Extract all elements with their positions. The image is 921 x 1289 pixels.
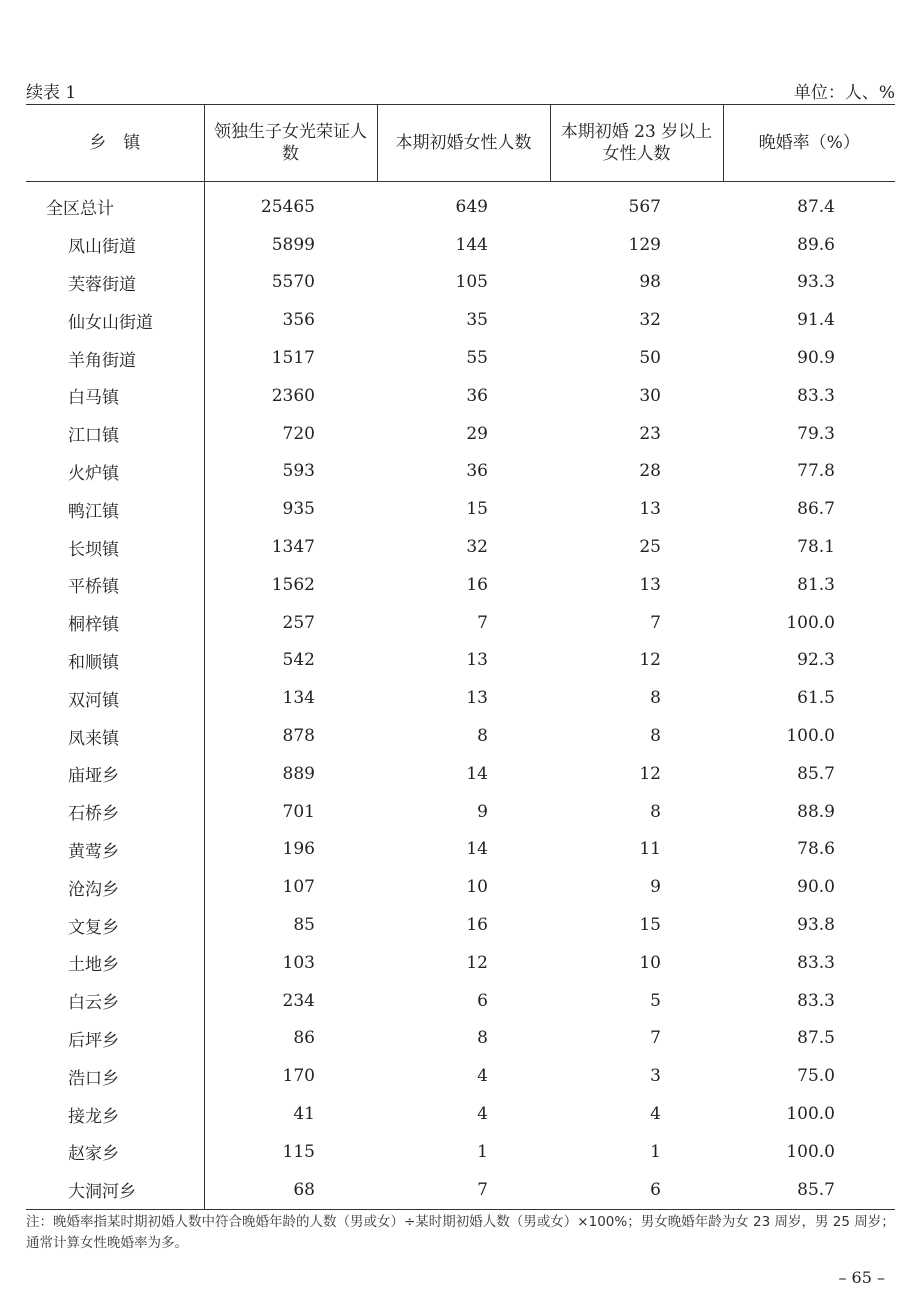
cell-late-marriage-rate: 100.0 (786, 1104, 835, 1125)
row-name: 和顺镇 (26, 642, 204, 680)
table-row (26, 717, 895, 755)
cell-late-marriage-rate: 91.4 (797, 310, 835, 331)
cell-first-marriage-over23: 8 (650, 726, 661, 747)
table-row (26, 831, 895, 869)
row-name: 江口镇 (26, 415, 204, 453)
cell-late-marriage-rate: 93.3 (797, 272, 835, 293)
cell-certificate-count: 257 (282, 612, 315, 633)
table-continuation-label: 续表 1 (26, 83, 77, 103)
cell-first-marriage-over23: 3 (650, 1066, 661, 1087)
table-row (26, 301, 895, 339)
cell-late-marriage-rate: 75.0 (797, 1066, 835, 1087)
cell-certificate-count: 935 (282, 499, 315, 520)
cell-late-marriage-rate: 78.1 (797, 537, 835, 558)
row-name: 浩口乡 (26, 1057, 204, 1095)
table-row (26, 642, 895, 680)
header-first-marriage-over23: 本期初婚 23 岁以上女性人数 (550, 105, 723, 182)
cell-first-marriage-over23: 10 (639, 952, 661, 973)
row-name: 火炉镇 (26, 453, 204, 491)
cell-late-marriage-rate: 87.4 (797, 196, 835, 217)
cell-first-marriage-over23: 8 (650, 688, 661, 709)
cell-late-marriage-rate: 83.3 (797, 952, 835, 973)
table-row (26, 339, 895, 377)
page-number: – 65 – (838, 1268, 885, 1287)
cell-certificate-count: 1347 (271, 537, 315, 558)
cell-first-marriage-women: 36 (466, 461, 488, 482)
table-row (26, 982, 895, 1020)
cell-first-marriage-over23: 98 (639, 272, 661, 293)
cell-late-marriage-rate: 85.7 (797, 763, 835, 784)
cell-first-marriage-women: 16 (466, 574, 488, 595)
row-name: 凤山街道 (26, 226, 204, 264)
footnote: 注：晚婚率指某时期初婚人数中符合晚婚年龄的人数（男或女）÷某时期初婚人数（男或女）×100%；男女晚婚年龄为女 23 周岁，男 25 周岁；通常计算女性晚婚率为多。 (26, 1214, 895, 1251)
cell-first-marriage-women: 6 (477, 990, 488, 1011)
cell-first-marriage-women: 13 (466, 688, 488, 709)
cell-certificate-count: 170 (282, 1066, 315, 1087)
cell-first-marriage-over23: 8 (650, 801, 661, 822)
cell-certificate-count: 593 (282, 461, 315, 482)
cell-first-marriage-women: 12 (466, 952, 488, 973)
cell-certificate-count: 1562 (271, 574, 315, 595)
cell-certificate-count: 1517 (271, 348, 315, 369)
cell-late-marriage-rate: 83.3 (797, 990, 835, 1011)
cell-late-marriage-rate: 83.3 (797, 385, 835, 406)
cell-late-marriage-rate: 100.0 (786, 1141, 835, 1162)
row-name: 庙垭乡 (26, 755, 204, 793)
table-row (26, 453, 895, 491)
table-row (26, 264, 895, 302)
table-row (26, 377, 895, 415)
cell-late-marriage-rate: 85.7 (723, 1171, 895, 1209)
cell-certificate-count: 356 (282, 310, 315, 331)
cell-late-marriage-rate: 86.7 (797, 499, 835, 520)
cell-late-marriage-rate: 90.0 (797, 877, 835, 898)
cell-certificate-count: 701 (282, 801, 315, 822)
cell-first-marriage-women: 55 (466, 348, 488, 369)
cell-first-marriage-over23: 567 (628, 196, 661, 217)
table-row (26, 793, 895, 831)
cell-first-marriage-women: 4 (477, 1104, 488, 1125)
cell-late-marriage-rate: 89.6 (797, 234, 835, 255)
table-row (26, 1057, 895, 1095)
cell-first-marriage-women: 105 (455, 272, 488, 293)
table-row (26, 1095, 895, 1133)
row-name: 大洞河乡 (26, 1171, 204, 1209)
cell-first-marriage-women: 7 (477, 612, 488, 633)
cell-first-marriage-over23: 13 (639, 499, 661, 520)
marriage-statistics-table (26, 104, 895, 1210)
cell-first-marriage-over23: 23 (639, 423, 661, 444)
cell-late-marriage-rate: 79.3 (797, 423, 835, 444)
cell-first-marriage-women: 14 (466, 839, 488, 860)
header-first-marriage-women: 本期初婚女性人数 (377, 105, 550, 182)
row-name: 文复乡 (26, 906, 204, 944)
cell-first-marriage-over23: 30 (639, 385, 661, 406)
cell-certificate-count: 5899 (271, 234, 315, 255)
row-name: 桐梓镇 (26, 604, 204, 642)
cell-late-marriage-rate: 87.5 (797, 1028, 835, 1049)
cell-certificate-count: 86 (293, 1028, 315, 1049)
cell-first-marriage-over23: 4 (650, 1104, 661, 1125)
row-name: 土地乡 (26, 944, 204, 982)
cell-first-marriage-women: 1 (477, 1141, 488, 1162)
cell-late-marriage-rate: 92.3 (797, 650, 835, 671)
cell-first-marriage-women: 14 (466, 763, 488, 784)
cell-first-marriage-women: 32 (466, 537, 488, 558)
table-row (26, 1020, 895, 1058)
row-name: 双河镇 (26, 679, 204, 717)
cell-certificate-count: 5570 (271, 272, 315, 293)
cell-first-marriage-over23: 11 (639, 839, 661, 860)
header-late-marriage-rate: 晚婚率（%） (723, 105, 895, 182)
cell-late-marriage-rate: 93.8 (797, 915, 835, 936)
cell-first-marriage-over23: 7 (650, 612, 661, 633)
row-name: 平桥镇 (26, 566, 204, 604)
cell-first-marriage-over23: 5 (650, 990, 661, 1011)
cell-first-marriage-women: 36 (466, 385, 488, 406)
row-name: 接龙乡 (26, 1095, 204, 1133)
cell-late-marriage-rate: 78.6 (797, 839, 835, 860)
row-name: 沧沟乡 (26, 868, 204, 906)
cell-first-marriage-women: 15 (466, 499, 488, 520)
cell-certificate-count: 103 (282, 952, 315, 973)
table-header-row (26, 105, 895, 182)
cell-first-marriage-women: 9 (477, 801, 488, 822)
table-row (26, 604, 895, 642)
cell-first-marriage-over23: 50 (639, 348, 661, 369)
cell-first-marriage-women: 13 (466, 650, 488, 671)
row-name: 后坪乡 (26, 1020, 204, 1058)
table-body (26, 182, 895, 1210)
row-name: 长坝镇 (26, 528, 204, 566)
header-certificate-count: 领独生子女光荣证人数 (204, 105, 377, 182)
row-name: 凤来镇 (26, 717, 204, 755)
cell-first-marriage-women: 7 (377, 1171, 550, 1209)
table-row (26, 566, 895, 604)
table-row (26, 1133, 895, 1171)
row-name: 羊角街道 (26, 339, 204, 377)
cell-certificate-count: 134 (282, 688, 315, 709)
cell-late-marriage-rate: 77.8 (797, 461, 835, 482)
cell-first-marriage-over23: 1 (650, 1141, 661, 1162)
cell-first-marriage-women: 144 (455, 234, 488, 255)
cell-first-marriage-over23: 129 (628, 234, 661, 255)
table-row (26, 679, 895, 717)
cell-certificate-count: 107 (282, 877, 315, 898)
cell-first-marriage-women: 35 (466, 310, 488, 331)
table-row (26, 755, 895, 793)
table-row (26, 868, 895, 906)
table-row (26, 528, 895, 566)
row-name: 芙蓉街道 (26, 264, 204, 302)
cell-late-marriage-rate: 88.9 (797, 801, 835, 822)
cell-late-marriage-rate: 81.3 (797, 574, 835, 595)
cell-late-marriage-rate: 90.9 (797, 348, 835, 369)
cell-first-marriage-women: 649 (455, 196, 488, 217)
cell-first-marriage-women: 4 (477, 1066, 488, 1087)
table-row (26, 226, 895, 264)
row-name: 黄莺乡 (26, 831, 204, 869)
cell-first-marriage-women: 10 (466, 877, 488, 898)
unit-label: 单位：人、% (793, 83, 895, 103)
cell-certificate-count: 25465 (260, 196, 315, 217)
cell-first-marriage-over23: 25 (639, 537, 661, 558)
table-row (26, 944, 895, 982)
cell-certificate-count: 115 (282, 1141, 315, 1162)
cell-first-marriage-over23: 7 (650, 1028, 661, 1049)
row-name: 白马镇 (26, 377, 204, 415)
cell-certificate-count: 41 (293, 1104, 315, 1125)
cell-late-marriage-rate: 100.0 (786, 726, 835, 747)
cell-certificate-count: 720 (282, 423, 315, 444)
table-row (26, 906, 895, 944)
table-caption (26, 78, 895, 102)
table-row (26, 490, 895, 528)
cell-first-marriage-women: 16 (466, 915, 488, 936)
cell-first-marriage-over23: 28 (639, 461, 661, 482)
row-name: 赵家乡 (26, 1133, 204, 1171)
table-row-total (26, 182, 895, 226)
cell-late-marriage-rate: 61.5 (797, 688, 835, 709)
cell-late-marriage-rate: 100.0 (786, 612, 835, 633)
row-name: 全区总计 (26, 182, 204, 226)
cell-first-marriage-over23: 12 (639, 763, 661, 784)
cell-first-marriage-over23: 13 (639, 574, 661, 595)
row-name: 白云乡 (26, 982, 204, 1020)
table-row (26, 1171, 895, 1209)
cell-certificate-count: 2360 (271, 385, 315, 406)
cell-certificate-count: 542 (282, 650, 315, 671)
row-name: 鸭江镇 (26, 490, 204, 528)
table-row (26, 415, 895, 453)
cell-first-marriage-over23: 15 (639, 915, 661, 936)
cell-certificate-count: 196 (282, 839, 315, 860)
cell-first-marriage-women: 29 (466, 423, 488, 444)
row-name: 仙女山街道 (26, 301, 204, 339)
cell-first-marriage-women: 8 (477, 1028, 488, 1049)
row-name: 石桥乡 (26, 793, 204, 831)
cell-certificate-count: 68 (204, 1171, 377, 1209)
header-township: 乡 镇 (26, 105, 204, 182)
cell-certificate-count: 85 (293, 915, 315, 936)
cell-first-marriage-over23: 6 (550, 1171, 723, 1209)
cell-certificate-count: 889 (282, 763, 315, 784)
cell-certificate-count: 878 (282, 726, 315, 747)
cell-first-marriage-over23: 9 (650, 877, 661, 898)
cell-certificate-count: 234 (282, 990, 315, 1011)
cell-first-marriage-over23: 32 (639, 310, 661, 331)
cell-first-marriage-women: 8 (477, 726, 488, 747)
cell-first-marriage-over23: 12 (639, 650, 661, 671)
